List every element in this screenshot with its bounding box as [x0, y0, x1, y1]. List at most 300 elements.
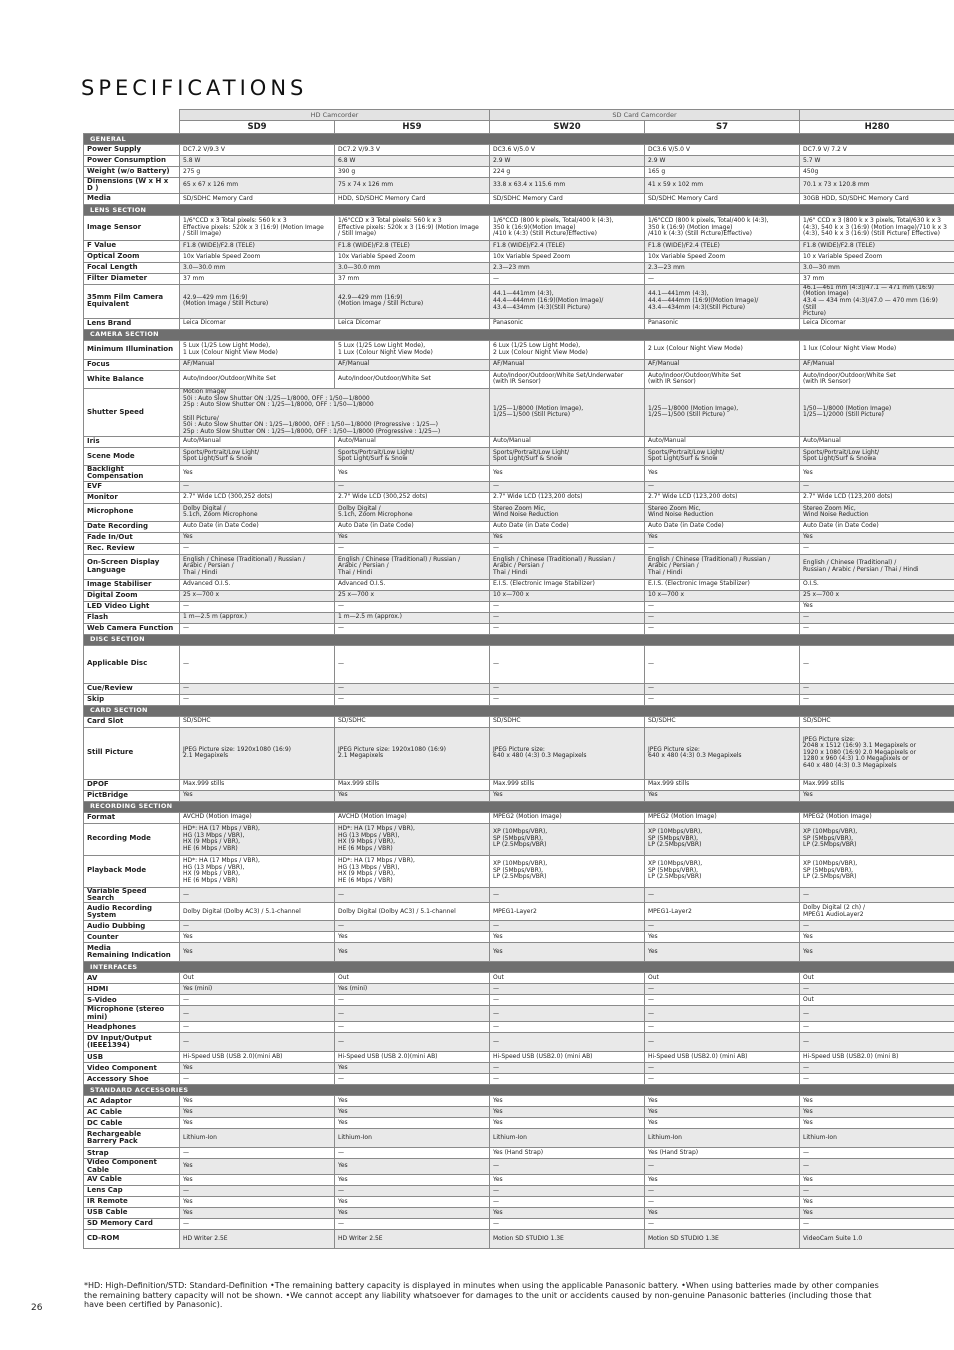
- spec-value: Out: [800, 995, 954, 1006]
- spec-value: 10 x—700 x: [645, 590, 800, 601]
- spec-label: Video Component Cable: [84, 1159, 180, 1175]
- spec-value: Max.999 stills: [335, 779, 490, 790]
- spec-row: [84, 492, 954, 503]
- footnote: *HD: High-Definition/STD: Standard-Definition •The remaining battery capacity is displayed in minutes when using the applicable Panasonic battery. •When using batteries made by other companies the remaining battery capacity will not be shown. •We cannot accept any liability whatsoever for damages to the unit or accidents caused by non-genuine Panasonic batteries (including those that have been certified by Panasonic).: [84, 1281, 879, 1310]
- spec-value: Yes: [180, 1107, 335, 1118]
- spec-value: MPEG2 (Motion Image): [645, 812, 800, 823]
- spec-value: Yes: [335, 1159, 490, 1175]
- spec-value: HD*: HA (17 Mbps / VBR), HG (13 Mbps / VBR), HX (9 Mbps / VBR), HE (6 Mbps / VBR): [180, 823, 335, 855]
- spec-value: —: [490, 1159, 645, 1175]
- model-name: SD9: [180, 121, 335, 134]
- spec-label: Playback Mode: [84, 855, 180, 887]
- spec-value: Auto/Manual: [335, 436, 490, 447]
- spec-label: DV Input/Output (IEEE1394): [84, 1033, 180, 1052]
- spec-label: Still Picture: [84, 727, 180, 779]
- spec-value: Yes (mini): [180, 984, 335, 995]
- spec-value: —: [800, 1219, 954, 1230]
- spec-value: MPEG2 (Motion Image): [490, 812, 645, 823]
- spec-value: —: [335, 921, 490, 932]
- spec-value: Dolby Digital / 5.1ch, Zoom Microphone: [335, 503, 490, 521]
- spec-label: Optical Zoom: [84, 251, 180, 262]
- spec-row: [84, 943, 954, 962]
- spec-value: 2.7" Wide LCD (300,252 dots): [180, 492, 335, 503]
- spec-label: Audio Recording System: [84, 903, 180, 921]
- spec-value: AF/Manual: [800, 359, 954, 370]
- spec-value: Yes: [800, 532, 954, 543]
- spec-value: Motion SD STUDIO 1.3E: [490, 1230, 645, 1249]
- spec-value: —: [490, 1033, 645, 1052]
- spec-value: 10 x—700 x: [490, 590, 645, 601]
- spec-value: Yes: [800, 1175, 954, 1186]
- spec-value: Auto Date (in Date Code): [800, 521, 954, 532]
- spec-value: English / Chinese (Traditional) / Russian / Arabic / Persian / Thai / Hindi: [335, 554, 490, 579]
- spec-value: 1/25—1/8000 (Motion Image), 1/25—1/500 (Still Picture): [490, 388, 645, 436]
- spec-row: [84, 887, 954, 903]
- spec-value: —: [800, 612, 954, 623]
- spec-value: —: [180, 543, 335, 554]
- spec-label: Digital Zoom: [84, 590, 180, 601]
- spec-row: [84, 921, 954, 932]
- spec-value: —: [180, 601, 335, 612]
- spec-label: S-Video: [84, 995, 180, 1006]
- spec-value: Hi-Speed USB (USB2.0) (mini B): [800, 1052, 954, 1063]
- spec-value: —: [800, 1074, 954, 1085]
- spec-value: —: [490, 1219, 645, 1230]
- spec-value: Yes (Hand Strap): [490, 1148, 645, 1159]
- spec-value: —: [490, 887, 645, 903]
- spec-value: JPEG Picture size: 640 x 480 (4:3) 0.3 Megapixels: [645, 727, 800, 779]
- spec-label: Media Remaining Indication: [84, 943, 180, 962]
- spec-row: [84, 1197, 954, 1208]
- spec-row: [84, 240, 954, 251]
- spec-value: 41 x 59 x 102 mm: [645, 178, 800, 194]
- spec-value: Yes: [180, 465, 335, 481]
- group-header-row: [84, 110, 954, 121]
- spec-value: —: [490, 1186, 645, 1197]
- spec-value: —: [645, 1006, 800, 1022]
- spec-value: JPEG Picture size: 2048 x 1512 (16:9) 3.1 Megapixels or 1920 x 1080 (16:9) 2.0 Megapixels or 1280 x 960 (4:3) 1.0 Megapixels or 640 x 480 (4:3) 0.3 Megapixels: [800, 727, 954, 779]
- spec-value: O.I.S.: [800, 579, 954, 590]
- spec-value: —: [490, 1197, 645, 1208]
- spec-row: [84, 1175, 954, 1186]
- spec-row: [84, 716, 954, 727]
- spec-row: [84, 683, 954, 694]
- spec-value: —: [335, 1022, 490, 1033]
- spec-value: —: [645, 995, 800, 1006]
- spec-value: Auto/Manual: [490, 436, 645, 447]
- spec-value: Yes: [800, 932, 954, 943]
- spec-value: —: [180, 995, 335, 1006]
- spec-value: —: [800, 887, 954, 903]
- spec-value: Yes: [800, 790, 954, 801]
- spec-value: Yes: [645, 790, 800, 801]
- spec-value: DC7.9 V/ 7.2 V: [800, 145, 954, 156]
- spec-label: AC Cable: [84, 1107, 180, 1118]
- spec-value: Leica Dicomar: [180, 318, 335, 329]
- spec-value: 1/6"CCD x 3 Total pixels: 560 k x 3 Effective pixels: 520k x 3 (16:9) (Motion Image / Still Image): [335, 215, 490, 240]
- spec-row: [84, 388, 954, 436]
- spec-value: Advanced O.I.S.: [335, 579, 490, 590]
- spec-value: Stereo Zoom Mic, Wind Noise Reduction: [645, 503, 800, 521]
- spec-value: —: [645, 645, 800, 683]
- spec-value: Leica Dicomar: [800, 318, 954, 329]
- spec-label: Date Recording: [84, 521, 180, 532]
- spec-row: [84, 503, 954, 521]
- spec-value: Yes: [335, 1197, 490, 1208]
- spec-value: —: [490, 694, 645, 705]
- spec-value: —: [180, 921, 335, 932]
- spec-value: 6 Lux (1/25 Low Light Mode), 2 Lux (Colour Night View Mode): [490, 340, 645, 359]
- spec-value: SD/SDHC: [180, 716, 335, 727]
- spec-label: On-Screen Display Language: [84, 554, 180, 579]
- spec-label: Scene Mode: [84, 447, 180, 465]
- spec-value: —: [335, 887, 490, 903]
- spec-value: DC3.6 V/5.0 V: [645, 145, 800, 156]
- spec-value: 3.0—30.0 mm: [335, 262, 490, 273]
- spec-value: F1.8 (WIDE)/F2.4 (TELE): [490, 240, 645, 251]
- spec-value: Stereo Zoom Mic, Wind Noise Reduction: [800, 503, 954, 521]
- spec-value: MPEG2 (Motion Image): [800, 812, 954, 823]
- spec-value: —: [490, 984, 645, 995]
- spec-value: 25 x—700 x: [180, 590, 335, 601]
- spec-row: [84, 1129, 954, 1148]
- spec-value: —: [645, 887, 800, 903]
- spec-row: [84, 543, 954, 554]
- section-title: CAMERA SECTION: [84, 329, 954, 340]
- spec-value: 2.7" Wide LCD (123,200 dots): [800, 492, 954, 503]
- spec-value: —: [490, 921, 645, 932]
- spec-value: Sports/Portrait/Low Light/ Spot Light/Surf & Snowa: [800, 447, 954, 465]
- spec-value: —: [800, 694, 954, 705]
- spec-label: Strap: [84, 1148, 180, 1159]
- spec-value: 5 Lux (1/25 Low Light Mode), 1 Lux (Colour Night View Mode): [335, 340, 490, 359]
- model-name: H280: [800, 121, 954, 134]
- spec-value: 5 Lux (1/25 Low Light Mode), 1 Lux (Colour Night View Mode): [180, 340, 335, 359]
- spec-row: [84, 645, 954, 683]
- spec-value: —: [800, 481, 954, 492]
- spec-value: —: [335, 543, 490, 554]
- spec-value: Sports/Portrait/Low Light/ Spot Light/Surf & Snow: [490, 447, 645, 465]
- spec-value: Auto/Indoor/Outdoor/White Set: [180, 370, 335, 388]
- section-header: [84, 962, 954, 973]
- spec-label: Accessory Shoe: [84, 1074, 180, 1085]
- spec-value: —: [180, 645, 335, 683]
- spec-value: —: [800, 683, 954, 694]
- spec-value: AF/Manual: [490, 359, 645, 370]
- spec-value: —: [490, 995, 645, 1006]
- spec-label: Lens Cap: [84, 1186, 180, 1197]
- spec-value: —: [800, 1033, 954, 1052]
- spec-value: —: [645, 1074, 800, 1085]
- spec-value: Out: [335, 973, 490, 984]
- spec-value: 1 lux (Colour Night View Mode): [800, 340, 954, 359]
- spec-value: 1/6"CCD (800 k pixels, Total/400 k (4:3), 350 k (16:9) (Motion Image) /410 k (4:3) (Still Picture)Effective): [645, 215, 800, 240]
- spec-value: —: [335, 1219, 490, 1230]
- spec-value: Panasonic: [645, 318, 800, 329]
- spec-value: —: [490, 601, 645, 612]
- spec-value: Auto/Indoor/Outdoor/White Set: [335, 370, 490, 388]
- spec-value: —: [180, 1219, 335, 1230]
- spec-value: 33.8 x 63.4 x 115.6 mm: [490, 178, 645, 194]
- spec-row: [84, 251, 954, 262]
- spec-value: Yes: [490, 532, 645, 543]
- spec-value: Lithium-Ion: [490, 1129, 645, 1148]
- spec-value: —: [800, 1159, 954, 1175]
- section-title: LENS SECTION: [84, 204, 954, 215]
- spec-value: Sports/Portrait/Low Light/ Spot Light/Surf & Snow: [180, 447, 335, 465]
- spec-label: AV: [84, 973, 180, 984]
- section-header: [84, 134, 954, 145]
- spec-value: XP (10Mbps/VBR), SP (5Mbps/VBR), LP (2.5Mbps/VBR): [490, 855, 645, 887]
- spec-value: Hi-Speed USB (USB2.0) (mini AB): [490, 1052, 645, 1063]
- spec-value: —: [180, 683, 335, 694]
- spec-value: XP (10Mbps/VBR), SP (5Mbps/VBR), LP (2.5Mbps/VBR): [490, 823, 645, 855]
- spec-value: —: [490, 645, 645, 683]
- spec-value: —: [335, 623, 490, 634]
- spec-label: SD Memory Card: [84, 1219, 180, 1230]
- spec-value: Yes: [180, 1208, 335, 1219]
- spec-label: DC Cable: [84, 1118, 180, 1129]
- spec-label: Filter Diameter: [84, 273, 180, 284]
- spec-value: Yes: [800, 1096, 954, 1107]
- spec-value: —: [490, 543, 645, 554]
- spec-value: SD/SDHC: [490, 716, 645, 727]
- spec-row: [84, 727, 954, 779]
- spec-label: Monitor: [84, 492, 180, 503]
- spec-value: Sports/Portrait/Low Light/ Spot Light/Surf & Snow: [645, 447, 800, 465]
- spec-value: —: [335, 645, 490, 683]
- spec-value: 2.7" Wide LCD (300,252 dots): [335, 492, 490, 503]
- spec-value: Yes: [490, 1096, 645, 1107]
- spec-value: Yes: [645, 1118, 800, 1129]
- spec-value: —: [800, 1022, 954, 1033]
- spec-value: VideoCam Suite 1.0: [800, 1230, 954, 1249]
- spec-label: Counter: [84, 932, 180, 943]
- spec-value: Motion Image/ 50i : Auto Slow Shutter ON :1/25—1/8000, OFF : 1/50—1/8000 25p : Auto Slow Shutter ON : 1/25—1/8000, OFF : 1/50—1/8000 Still Picture/ 50i : Auto Slow Shutter ON : 1/25—1/8000, OFF : 1/50—1/8000 (Progressive : 1/25—) 25p : Auto Slow Shutter ON : 1/25—1/8000, OFF : 1/50—1/8000 (Progressive : 1/25—): [180, 388, 490, 436]
- spec-value: 6.8 W: [335, 156, 490, 167]
- spec-value: Yes: [490, 1175, 645, 1186]
- spec-value: JPEG Picture size: 1920x1080 (16:9) 2.1 Megapixels: [335, 727, 490, 779]
- spec-label: LED Video Light: [84, 601, 180, 612]
- spec-value: Yes: [180, 932, 335, 943]
- spec-label: Image Stabiliser: [84, 579, 180, 590]
- spec-row: [84, 465, 954, 481]
- section-title: STANDARD ACCESSORIES: [84, 1085, 954, 1096]
- page-title: SPECIFICATIONS: [81, 76, 308, 100]
- spec-value: SD/SDHC: [800, 716, 954, 727]
- section-header: [84, 801, 954, 812]
- spec-value: Yes: [180, 532, 335, 543]
- spec-value: Yes (Hand Strap): [645, 1148, 800, 1159]
- spec-value: Yes: [180, 943, 335, 962]
- spec-value: 30GB HDD, SD/SDHC Memory Card: [800, 193, 954, 204]
- spec-value: 44.1—441mm (4:3), 44.4—444mm (16:9)(Motion Image)/ 43.4—434mm (4:3)(Still Picture): [490, 284, 645, 318]
- spec-label: Recording Mode: [84, 823, 180, 855]
- spec-value: 1/50—1/8000 (Motion Image) 1/25—1/2000 (Still Picture): [800, 388, 954, 436]
- section-header: [84, 329, 954, 340]
- spec-row: [84, 1208, 954, 1219]
- spec-value: HDD, SD/SDHC Memory Card: [335, 193, 490, 204]
- spec-value: —: [335, 1033, 490, 1052]
- spec-label: F Value: [84, 240, 180, 251]
- spec-value: —: [645, 1186, 800, 1197]
- spec-value: Dolby Digital (Dolby AC3) / 5.1-channel: [335, 903, 490, 921]
- section-header: [84, 1085, 954, 1096]
- spec-row: [84, 1148, 954, 1159]
- section-title: CARD SECTION: [84, 705, 954, 716]
- spec-value: Yes: [800, 1118, 954, 1129]
- section-title: GENERAL: [84, 134, 954, 145]
- spec-value: —: [645, 984, 800, 995]
- spec-rows: [84, 134, 954, 1249]
- spec-value: English / Chinese (Traditional) / Russian / Arabic / Persian / Thai / Hindi: [180, 554, 335, 579]
- spec-row: [84, 779, 954, 790]
- spec-value: —: [490, 1022, 645, 1033]
- spec-label: Skip: [84, 694, 180, 705]
- spec-value: HD Writer 2.5E: [335, 1230, 490, 1249]
- spec-value: —: [800, 1063, 954, 1074]
- spec-row: [84, 855, 954, 887]
- model-header-row: [84, 121, 954, 134]
- spec-label: Media: [84, 193, 180, 204]
- spec-value: F1.8 (WIDE)/F2.4 (TELE): [645, 240, 800, 251]
- spec-label: Rechargeable Barrery Pack: [84, 1129, 180, 1148]
- spec-label: AV Cable: [84, 1175, 180, 1186]
- model-name: S7: [645, 121, 800, 134]
- spec-value: Yes: [335, 1107, 490, 1118]
- spec-row: [84, 694, 954, 705]
- spec-value: —: [645, 694, 800, 705]
- spec-row: [84, 318, 954, 329]
- spec-value: Yes: [180, 790, 335, 801]
- spec-value: 25 x—700 x: [800, 590, 954, 601]
- spec-value: SD/SDHC Memory Card: [645, 193, 800, 204]
- spec-value: Stereo Zoom Mic, Wind Noise Reduction: [490, 503, 645, 521]
- spec-value: 2.9 W: [645, 156, 800, 167]
- spec-label: Flash: [84, 612, 180, 623]
- specifications-table: [83, 109, 954, 1249]
- spec-value: Motion SD STUDIO 1.3E: [645, 1230, 800, 1249]
- spec-value: Yes: [180, 1175, 335, 1186]
- spec-value: —: [180, 1186, 335, 1197]
- spec-value: Lithium-Ion: [180, 1129, 335, 1148]
- spec-value: Yes: [490, 1208, 645, 1219]
- spec-value: Hi-Speed USB (USB2.0) (mini AB): [645, 1052, 800, 1063]
- spec-value: Auto Date (in Date Code): [180, 521, 335, 532]
- section-header: [84, 204, 954, 215]
- spec-value: DC3.6 V/5.0 V: [490, 145, 645, 156]
- spec-row: [84, 1033, 954, 1052]
- spec-value: —: [490, 623, 645, 634]
- spec-row: [84, 167, 954, 178]
- spec-value: Yes: [645, 1107, 800, 1118]
- spec-row: [84, 1159, 954, 1175]
- section-title: DISC SECTION: [84, 634, 954, 645]
- spec-label: Image Sensor: [84, 215, 180, 240]
- spec-value: 5.8 W: [180, 156, 335, 167]
- spec-value: English / Chinese (Traditional) / Russian / Arabic / Persian / Thai / Hindi: [490, 554, 645, 579]
- spec-value: HD Writer 2.5E: [180, 1230, 335, 1249]
- spec-value: XP (10Mbps/VBR), SP (5Mbps/VBR), LP (2.5Mbps/VBR): [800, 855, 954, 887]
- spec-value: SD/SDHC: [335, 716, 490, 727]
- spec-value: 10x Variable Speed Zoom: [645, 251, 800, 262]
- spec-row: [84, 1006, 954, 1022]
- spec-row: [84, 436, 954, 447]
- spec-value: Yes: [335, 1175, 490, 1186]
- spec-value: Auto Date (in Date Code): [335, 521, 490, 532]
- spec-label: Web Camera Function: [84, 623, 180, 634]
- spec-value: —: [335, 1186, 490, 1197]
- spec-value: —: [800, 645, 954, 683]
- spec-label: CD-ROM: [84, 1230, 180, 1249]
- spec-value: Auto/Indoor/Outdoor/White Set (with IR Sensor): [800, 370, 954, 388]
- spec-value: —: [180, 1148, 335, 1159]
- spec-value: Yes: [800, 601, 954, 612]
- spec-row: [84, 623, 954, 634]
- spec-value: —: [335, 1006, 490, 1022]
- section-title: INTERFACES: [84, 962, 954, 973]
- section-title: RECORDING SECTION: [84, 801, 954, 812]
- spec-value: Yes: [335, 932, 490, 943]
- spec-value: HD*: HA (17 Mbps / VBR), HG (13 Mbps / VBR), HX (9 Mbps / VBR), HE (6 Mbps / VBR): [180, 855, 335, 887]
- spec-value: Max.999 stills: [180, 779, 335, 790]
- spec-value: XP (10Mbps/VBR), SP (5Mbps/VBR), LP (2.5Mbps/VBR): [645, 823, 800, 855]
- spec-value: Yes: [335, 943, 490, 962]
- spec-value: —: [645, 1022, 800, 1033]
- spec-value: Lithium-Ion: [800, 1129, 954, 1148]
- spec-value: Max.999 stills: [800, 779, 954, 790]
- spec-value: 224 g: [490, 167, 645, 178]
- spec-label: Headphones: [84, 1022, 180, 1033]
- spec-value: —: [645, 683, 800, 694]
- spec-label: Shutter Speed: [84, 388, 180, 436]
- spec-value: —: [335, 481, 490, 492]
- spec-row: [84, 1230, 954, 1249]
- spec-value: —: [180, 623, 335, 634]
- spec-value: 10x Variable Speed Zoom: [490, 251, 645, 262]
- spec-value: E.I.S. (Electronic Image Stabilizer): [490, 579, 645, 590]
- spec-label: IR Remote: [84, 1197, 180, 1208]
- spec-value: —: [335, 694, 490, 705]
- spec-label: Power Supply: [84, 145, 180, 156]
- spec-value: 42.9—429 mm (16:9) (Motion Image / Still Picture): [335, 284, 490, 318]
- spec-value: 10x Variable Speed Zoom: [180, 251, 335, 262]
- spec-value: Yes: [180, 1063, 335, 1074]
- spec-value: Yes: [180, 1096, 335, 1107]
- spec-value: Panasonic: [490, 318, 645, 329]
- spec-value: —: [645, 1219, 800, 1230]
- spec-value: —: [490, 273, 645, 284]
- spec-value: 5.7 W: [800, 156, 954, 167]
- spec-value: —: [180, 481, 335, 492]
- spec-row: [84, 481, 954, 492]
- spec-value: 1/6"CCD x 3 Total pixels: 560 k x 3 Effective pixels: 520k x 3 (16:9) (Motion Image / Still Image): [180, 215, 335, 240]
- spec-value: —: [800, 1148, 954, 1159]
- spec-row: [84, 1022, 954, 1033]
- spec-row: [84, 932, 954, 943]
- spec-value: —: [490, 1063, 645, 1074]
- spec-value: Advanced O.I.S.: [180, 579, 335, 590]
- spec-label: USB Cable: [84, 1208, 180, 1219]
- spec-row: [84, 156, 954, 167]
- spec-value: —: [645, 1197, 800, 1208]
- spec-value: 1/6"CCD (800 k pixels, Total/400 k (4:3), 350 k (16:9)(Motion Image) /410 k (4:3) (Still Picture)Effective): [490, 215, 645, 240]
- spec-value: Hi-Speed USB (USB 2.0)(mini AB): [180, 1052, 335, 1063]
- spec-value: Auto Date (in Date Code): [645, 521, 800, 532]
- spec-value: —: [645, 1033, 800, 1052]
- spec-value: F1.8 (WIDE)/F2.8 (TELE): [335, 240, 490, 251]
- spec-value: Auto/Indoor/Outdoor/White Set (with IR Sensor): [645, 370, 800, 388]
